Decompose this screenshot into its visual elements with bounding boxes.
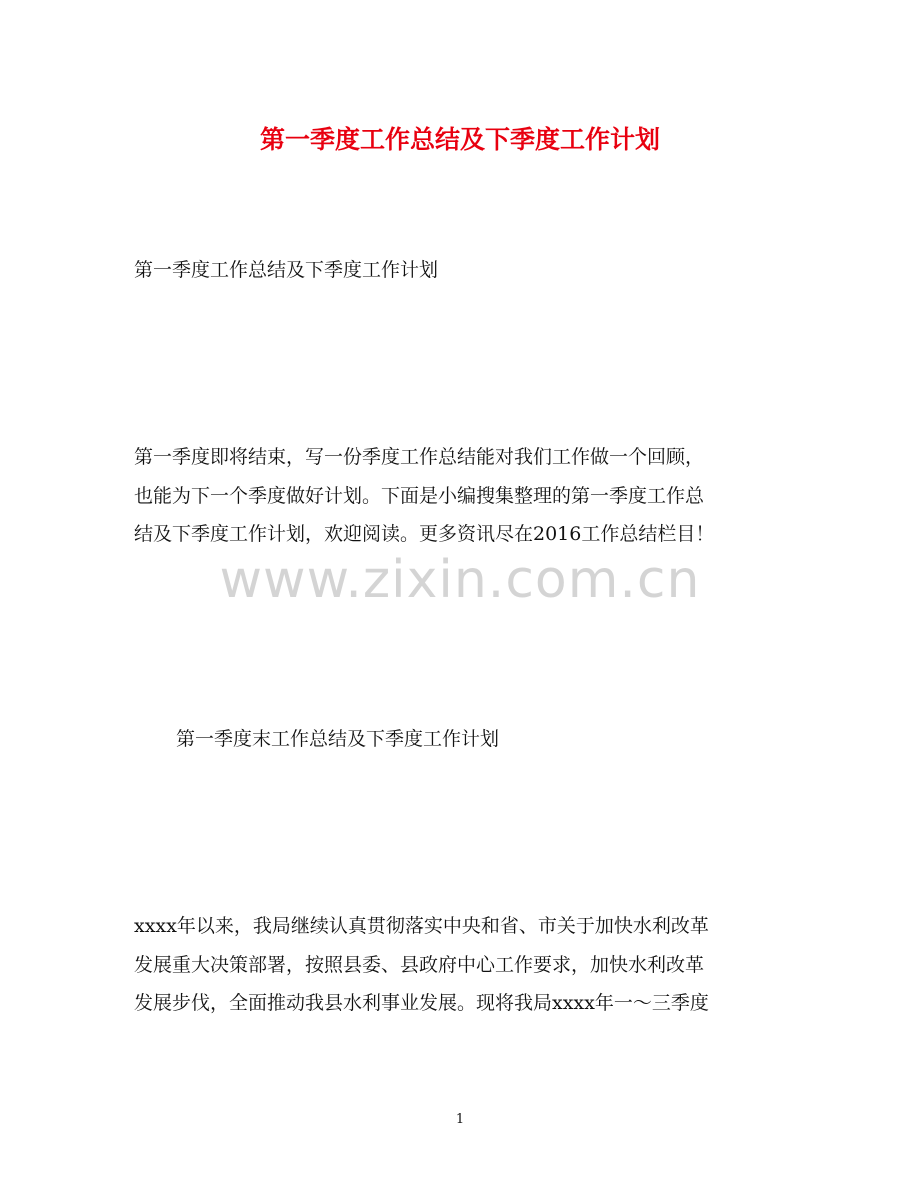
document-subtitle: 第一季度工作总结及下季度工作计划 [134, 259, 439, 281]
intro-paragraph [134, 438, 774, 554]
section-heading: 第一季度末工作总结及下季度工作计划 [176, 728, 500, 750]
document-title: 第一季度工作总结及下季度工作计划 [259, 125, 660, 154]
intro-line: 第一季度即将结束，写一份季度工作总结能对我们工作做一个回顾， [134, 446, 705, 468]
body-line: xxxx年以来，我局继续认真贯彻落实中央和省、市关于加快水利改革 [134, 915, 709, 937]
page-number: 1 [455, 1112, 465, 1127]
body-paragraph [134, 907, 774, 1023]
intro-line: 也能为下一个季度做好计划。下面是小编搜集整理的第一季度工作总 [134, 484, 705, 507]
body-line: 发展重大决策部署，按照县委、县政府中心工作要求，加快水利改革 [134, 953, 705, 976]
intro-line: 结及下季度工作计划，欢迎阅读。更多资讯尽在2016工作总结栏目！ [134, 523, 715, 545]
body-line: 发展步伐，全面推动我县水利事业发展。现将我局xxxx年一～三季度 [134, 992, 709, 1014]
watermark: www.zixin.com.cn [219, 550, 701, 610]
